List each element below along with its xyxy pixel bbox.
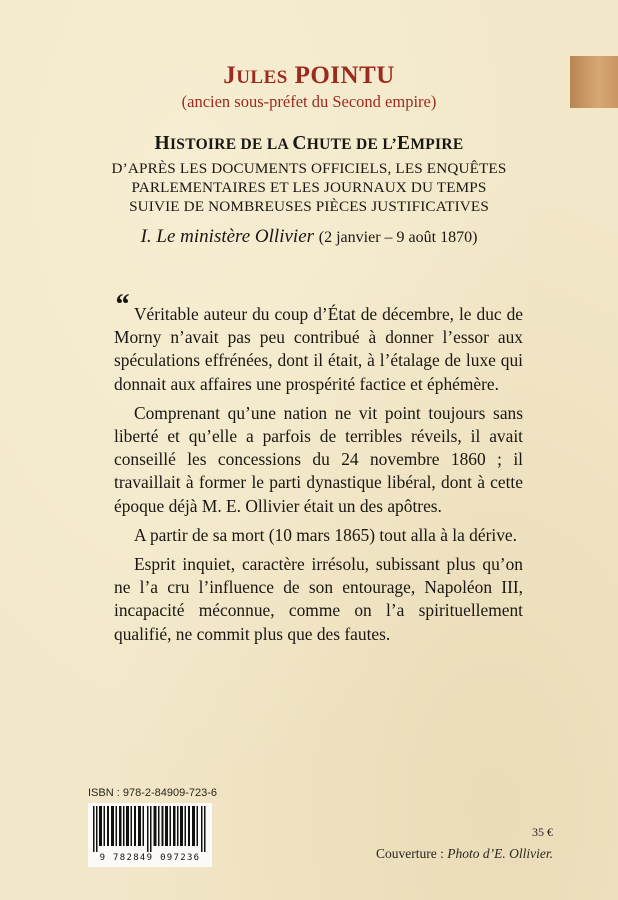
book-subtitle [0, 159, 618, 216]
excerpt-paragraph: A partir de sa mort (10 mars 1865) tout alla à la dérive. [134, 524, 517, 545]
author-role: (ancien sous-préfet du Second empire) [181, 92, 437, 111]
subtitle-line: D’APRÈS LES DOCUMENTS OFFICIELS, LES ENQUÊTES [111, 160, 507, 177]
author-name: JULES POINTU [223, 62, 395, 89]
excerpt-paragraph: Esprit inquiet, caractère irrésolu, subissant plus qu’on ne l’a cru l’influence de son entourage, Napoléon III, incapacité méconnue, comme on l’a spirituellement qualifié, ne commit plus que des fautes. [114, 554, 523, 644]
volume-dates: (2 janvier – 9 août 1870) [318, 229, 478, 246]
excerpt-text [114, 303, 523, 652]
subtitle-line: SUIVIE DE NOMBREUSES PIÈCES JUSTIFICATIVES [129, 198, 489, 215]
cover-credit: Couverture : Photo d’E. Ollivier. [376, 846, 553, 861]
cover-header [0, 62, 618, 250]
barcode [88, 803, 212, 867]
opening-quote-mark: “ [114, 288, 129, 321]
barcode-bars [92, 806, 208, 852]
isbn-label: ISBN : 978-2-84909-723-6 [88, 787, 218, 799]
barcode-digits: 9 782849 097236 [99, 853, 201, 863]
subtitle-line: PARLEMENTAIRES ET LES JOURNAUX DU TEMPS [131, 179, 487, 196]
price-label: 35 € [532, 825, 553, 839]
excerpt-paragraph: Véritable auteur du coup d’État de décembre, le duc de Morny n’avait pas peu contribué à donner l’essor aux spéculations effrénées, dont il était, à l’étalage de luxe qui donnait aux affaires une prospérité factice et éphémère. [114, 304, 523, 394]
excerpt-paragraph: Comprenant qu’une nation ne vit point toujours sans liberté et qu’elle a parfois de terribles réveils, il avait conseillé les concessions du 24 novembre 1860 ; il travaillait à former le parti dynastique libéral, dont à cette époque déjà M. E. Ollivier était un des apôtres. [114, 402, 523, 516]
book-title: HISTOIRE DE LA CHUTE DE L’EMPIRE [154, 133, 464, 154]
volume-title: I. Le ministère Ollivier (2 janvier – 9 août 1870) [140, 226, 478, 247]
